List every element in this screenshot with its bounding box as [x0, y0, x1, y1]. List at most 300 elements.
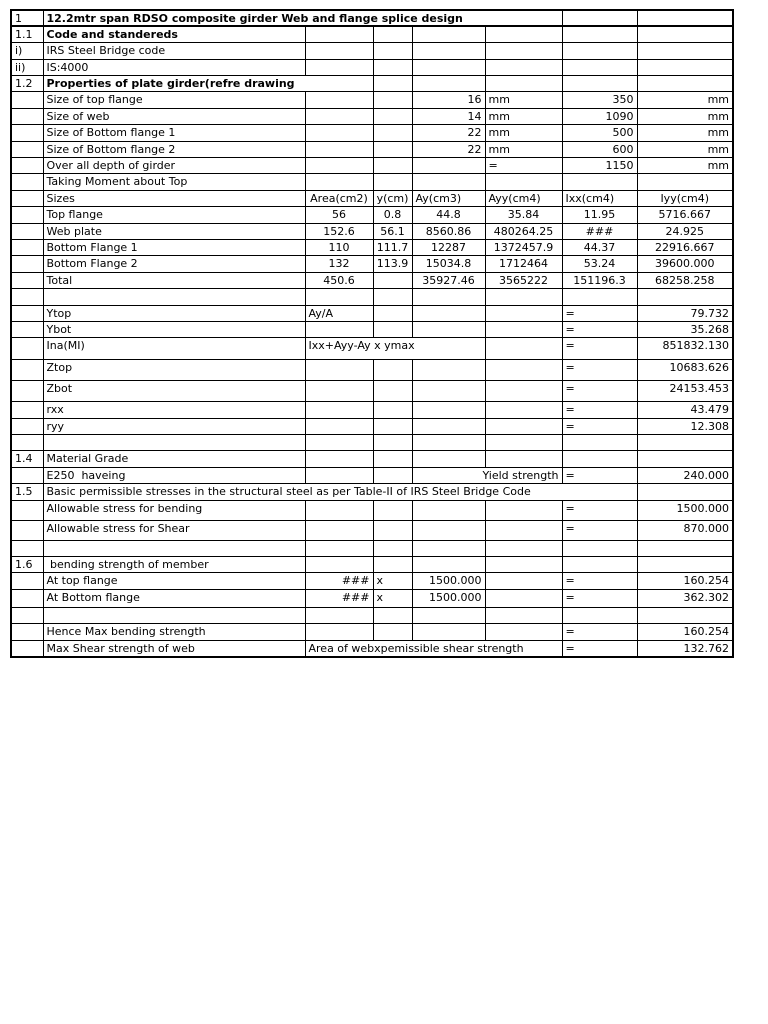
cell: Sizes [43, 190, 305, 206]
cell: 10683.626 [637, 360, 733, 381]
cell-empty [412, 435, 485, 451]
cell-empty [373, 174, 412, 190]
cell: Over all depth of girder [43, 158, 305, 174]
cell-empty [485, 360, 562, 381]
cell-empty [373, 76, 412, 92]
cell-empty [485, 321, 562, 337]
cell: mm [637, 158, 733, 174]
table-row [11, 10, 733, 26]
cell-empty [485, 435, 562, 451]
table-row [11, 557, 733, 573]
cell-empty [485, 76, 562, 92]
cell-empty [485, 305, 562, 321]
doc-title: 12.2mtr span RDSO composite girder Web and flange splice design [43, 10, 562, 26]
cell: Ybot [43, 321, 305, 337]
cell-empty [305, 418, 373, 434]
cell: At top flange [43, 573, 305, 589]
table-row [11, 381, 733, 402]
cell: 500 [562, 125, 637, 141]
table-row [11, 190, 733, 206]
table-row [11, 76, 733, 92]
calc-table [10, 9, 734, 658]
table-row [11, 92, 733, 108]
cell-empty [373, 451, 412, 467]
cell: 1.4 [11, 451, 43, 467]
cell: 160.254 [637, 573, 733, 589]
cell: 1500.000 [412, 573, 485, 589]
cell: 1 [11, 10, 43, 26]
cell-empty [11, 402, 43, 418]
cell-empty [373, 158, 412, 174]
cell-empty [412, 624, 485, 640]
cell-empty [485, 418, 562, 434]
cell-empty [637, 557, 733, 573]
cell: 152.6 [305, 223, 373, 239]
calc-table-body [11, 10, 733, 657]
cell: E250 haveing [43, 467, 305, 483]
cell-empty [305, 402, 373, 418]
cell: Material Grade [43, 451, 305, 467]
cell: 22 [412, 125, 485, 141]
cell: 110 [305, 239, 373, 255]
cell: = [562, 321, 637, 337]
cell: 160.254 [637, 624, 733, 640]
cell-empty [485, 557, 562, 573]
cell: 22 [412, 141, 485, 157]
table-row [11, 500, 733, 520]
cell-empty [11, 239, 43, 255]
table-row [11, 305, 733, 321]
cell-empty [43, 607, 305, 623]
cell: 851832.130 [637, 338, 733, 360]
cell-empty [412, 174, 485, 190]
table-row [11, 256, 733, 272]
cell: 113.9 [373, 256, 412, 272]
table-row [11, 451, 733, 467]
cell-empty [43, 540, 305, 556]
cell-empty [11, 289, 43, 305]
cell: = [485, 158, 562, 174]
cell-empty [11, 607, 43, 623]
cell-empty [373, 500, 412, 520]
cell: = [562, 640, 637, 656]
cell: mm [637, 92, 733, 108]
cell-empty [11, 640, 43, 656]
table-row [11, 360, 733, 381]
cell: IRS Steel Bridge code [43, 43, 305, 59]
table-row [11, 43, 733, 59]
cell-empty [412, 305, 485, 321]
cell-empty [11, 158, 43, 174]
table-row [11, 272, 733, 288]
cell-empty [637, 289, 733, 305]
cell: Hence Max bending strength [43, 624, 305, 640]
cell: 1.5 [11, 484, 43, 500]
table-row [11, 418, 733, 434]
cell-empty [11, 338, 43, 360]
cell: Ay/A [305, 305, 373, 321]
cell: 15034.8 [412, 256, 485, 272]
cell-empty [373, 418, 412, 434]
cell-empty [637, 59, 733, 75]
cell-empty [11, 174, 43, 190]
cell-empty [412, 500, 485, 520]
cell-empty [562, 76, 637, 92]
cell: = [562, 418, 637, 434]
cell: Allowable stress for Shear [43, 520, 305, 540]
cell: Yield strength [412, 467, 562, 483]
cell: Size of top flange [43, 92, 305, 108]
cell: = [562, 624, 637, 640]
cell-empty [562, 26, 637, 42]
cell-empty [11, 92, 43, 108]
cell-empty [485, 338, 562, 360]
cell-empty [305, 26, 373, 42]
cell-empty [562, 174, 637, 190]
cell: Taking Moment about Top [43, 174, 305, 190]
cell: 35.268 [637, 321, 733, 337]
cell: = [562, 402, 637, 418]
cell-empty [412, 418, 485, 434]
cell-empty [485, 589, 562, 607]
cell: = [562, 381, 637, 402]
cell: 16 [412, 92, 485, 108]
cell-empty [637, 76, 733, 92]
cell: 8560.86 [412, 223, 485, 239]
cell-empty [637, 484, 733, 500]
cell-empty [11, 108, 43, 124]
cell: 1.2 [11, 76, 43, 92]
cell: 24153.453 [637, 381, 733, 402]
cell: = [562, 467, 637, 483]
cell-empty [485, 540, 562, 556]
table-row [11, 540, 733, 556]
cell-empty [11, 305, 43, 321]
cell-empty [373, 381, 412, 402]
cell-empty [412, 540, 485, 556]
cell: Iyy(cm4) [637, 190, 733, 206]
cell-empty [305, 451, 373, 467]
cell: 870.000 [637, 520, 733, 540]
cell-empty [412, 381, 485, 402]
cell-empty [305, 607, 373, 623]
table-row [11, 26, 733, 42]
cell: 1500.000 [637, 500, 733, 520]
cell-empty [485, 607, 562, 623]
cell-empty [485, 381, 562, 402]
cell: y(cm) [373, 190, 412, 206]
table-row [11, 59, 733, 75]
cell-empty [11, 467, 43, 483]
cell: Area(cm2) [305, 190, 373, 206]
cell: 11.95 [562, 207, 637, 223]
cell: Size of web [43, 108, 305, 124]
cell-empty [11, 435, 43, 451]
cell: 39600.000 [637, 256, 733, 272]
cell-empty [11, 418, 43, 434]
cell: 44.37 [562, 239, 637, 255]
cell: Size of Bottom flange 2 [43, 141, 305, 157]
cell: 240.000 [637, 467, 733, 483]
cell-empty [305, 141, 373, 157]
cell: mm [637, 141, 733, 157]
section-heading: Properties of plate girder(refre drawing [43, 76, 373, 92]
cell: 1150 [562, 158, 637, 174]
cell: Size of Bottom flange 1 [43, 125, 305, 141]
cell-empty [373, 289, 412, 305]
cell-empty [11, 624, 43, 640]
table-row [11, 338, 733, 360]
table-row [11, 435, 733, 451]
cell-empty [637, 26, 733, 42]
cell: x [373, 589, 412, 607]
cell-empty [305, 108, 373, 124]
cell: At Bottom flange [43, 589, 305, 607]
cell-empty [305, 125, 373, 141]
cell-empty [305, 43, 373, 59]
cell: 12.308 [637, 418, 733, 434]
cell: ### [305, 573, 373, 589]
cell-empty [373, 59, 412, 75]
cell-empty [305, 540, 373, 556]
table-row [11, 624, 733, 640]
cell: 600 [562, 141, 637, 157]
cell: = [562, 520, 637, 540]
cell-empty [485, 451, 562, 467]
cell: 0.8 [373, 207, 412, 223]
cell: Ay(cm3) [412, 190, 485, 206]
cell-empty [485, 402, 562, 418]
cell-empty [11, 207, 43, 223]
cell-empty [43, 435, 305, 451]
cell: 1090 [562, 108, 637, 124]
table-row [11, 321, 733, 337]
cell-empty [412, 43, 485, 59]
cell-empty [373, 520, 412, 540]
table-row [11, 158, 733, 174]
cell: 151196.3 [562, 272, 637, 288]
cell: Ytop [43, 305, 305, 321]
cell-empty [11, 223, 43, 239]
cell-empty [305, 624, 373, 640]
cell: mm [485, 108, 562, 124]
cell-empty [373, 305, 412, 321]
cell-empty [562, 43, 637, 59]
cell: rxx [43, 402, 305, 418]
cell-empty [412, 76, 485, 92]
cell: Ztop [43, 360, 305, 381]
cell-empty [637, 451, 733, 467]
cell-empty [305, 520, 373, 540]
cell: 56.1 [373, 223, 412, 239]
cell: Total [43, 272, 305, 288]
table-row [11, 108, 733, 124]
cell-empty [412, 402, 485, 418]
section-heading: Code and standereds [43, 26, 305, 42]
cell-empty [562, 435, 637, 451]
cell: = [562, 500, 637, 520]
cell-empty [373, 321, 412, 337]
cell: 14 [412, 108, 485, 124]
cell: 1500.000 [412, 589, 485, 607]
cell-empty [412, 360, 485, 381]
cell-empty [11, 520, 43, 540]
cell: 3565222 [485, 272, 562, 288]
cell-empty [305, 289, 373, 305]
cell: 43.479 [637, 402, 733, 418]
cell-empty [412, 158, 485, 174]
cell: ### [562, 223, 637, 239]
cell-empty [373, 360, 412, 381]
cell-empty [11, 272, 43, 288]
cell: 111.7 [373, 239, 412, 255]
cell: x [373, 573, 412, 589]
cell-empty [412, 607, 485, 623]
cell-empty [373, 125, 412, 141]
cell-empty [412, 520, 485, 540]
table-row [11, 607, 733, 623]
table-row [11, 289, 733, 305]
table-row [11, 125, 733, 141]
cell-empty [412, 451, 485, 467]
cell-empty [11, 360, 43, 381]
cell: 35.84 [485, 207, 562, 223]
cell: 350 [562, 92, 637, 108]
cell: 79.732 [637, 305, 733, 321]
cell-empty [485, 26, 562, 42]
cell-empty [373, 557, 412, 573]
cell-empty [305, 381, 373, 402]
cell: 450.6 [305, 272, 373, 288]
cell: ryy [43, 418, 305, 434]
cell-empty [373, 467, 412, 483]
cell-empty [373, 624, 412, 640]
cell: Web plate [43, 223, 305, 239]
cell: bending strength of member [43, 557, 305, 573]
table-row [11, 520, 733, 540]
cell-empty [373, 435, 412, 451]
cell-empty [305, 321, 373, 337]
cell-empty [11, 125, 43, 141]
cell: 362.302 [637, 589, 733, 607]
cell-empty [412, 557, 485, 573]
cell: 44.8 [412, 207, 485, 223]
cell-empty [485, 174, 562, 190]
table-row [11, 223, 733, 239]
table-row [11, 484, 733, 500]
cell-empty [11, 190, 43, 206]
cell: 22916.667 [637, 239, 733, 255]
cell: mm [485, 141, 562, 157]
cell: 1.6 [11, 557, 43, 573]
cell: 1.1 [11, 26, 43, 42]
table-row [11, 239, 733, 255]
table-row [11, 174, 733, 190]
cell-empty [562, 540, 637, 556]
cell: 132.762 [637, 640, 733, 656]
cell-empty [485, 500, 562, 520]
cell: mm [485, 125, 562, 141]
cell: 56 [305, 207, 373, 223]
cell: 1372457.9 [485, 239, 562, 255]
cell-empty [11, 500, 43, 520]
cell-empty [562, 10, 637, 26]
cell-empty [11, 141, 43, 157]
cell-empty [412, 321, 485, 337]
cell-empty [373, 43, 412, 59]
cell: mm [485, 92, 562, 108]
cell: = [562, 360, 637, 381]
cell-empty [373, 92, 412, 108]
table-row [11, 573, 733, 589]
cell: Max Shear strength of web [43, 640, 305, 656]
cell-empty [305, 158, 373, 174]
cell-empty [562, 607, 637, 623]
table-row [11, 141, 733, 157]
cell: i) [11, 43, 43, 59]
cell-empty [637, 540, 733, 556]
cell-empty [485, 573, 562, 589]
cell: ii) [11, 59, 43, 75]
cell-empty [305, 92, 373, 108]
cell: = [562, 305, 637, 321]
cell-empty [373, 607, 412, 623]
cell: 53.24 [562, 256, 637, 272]
cell-empty [412, 59, 485, 75]
table-row [11, 207, 733, 223]
cell-empty [637, 174, 733, 190]
cell-empty [305, 59, 373, 75]
cell-empty [305, 467, 373, 483]
cell-empty [562, 557, 637, 573]
cell: 24.925 [637, 223, 733, 239]
cell-empty [485, 59, 562, 75]
cell-empty [305, 360, 373, 381]
cell: Bottom Flange 1 [43, 239, 305, 255]
cell-empty [11, 540, 43, 556]
cell-empty [562, 59, 637, 75]
cell: 1712464 [485, 256, 562, 272]
cell: Bottom Flange 2 [43, 256, 305, 272]
cell-empty [373, 402, 412, 418]
cell-empty [305, 435, 373, 451]
cell: ### [305, 589, 373, 607]
cell: 68258.258 [637, 272, 733, 288]
cell-empty [485, 43, 562, 59]
cell-empty [305, 174, 373, 190]
cell: = [562, 589, 637, 607]
cell: IS:4000 [43, 59, 305, 75]
cell: = [562, 573, 637, 589]
cell-empty [11, 381, 43, 402]
cell-empty [637, 607, 733, 623]
table-row [11, 640, 733, 656]
cell-empty [373, 26, 412, 42]
table-row [11, 467, 733, 483]
cell: Area of webxpemissible shear strength [305, 640, 562, 656]
cell-empty [562, 451, 637, 467]
cell: Basic permissible stresses in the structural steel as per Table-II of IRS Steel Bridge Code [43, 484, 637, 500]
cell-empty [305, 557, 373, 573]
cell: Top flange [43, 207, 305, 223]
cell-empty [373, 108, 412, 124]
cell-empty [412, 26, 485, 42]
cell: Zbot [43, 381, 305, 402]
cell: 12287 [412, 239, 485, 255]
cell-empty [11, 321, 43, 337]
cell: 480264.25 [485, 223, 562, 239]
table-row [11, 589, 733, 607]
